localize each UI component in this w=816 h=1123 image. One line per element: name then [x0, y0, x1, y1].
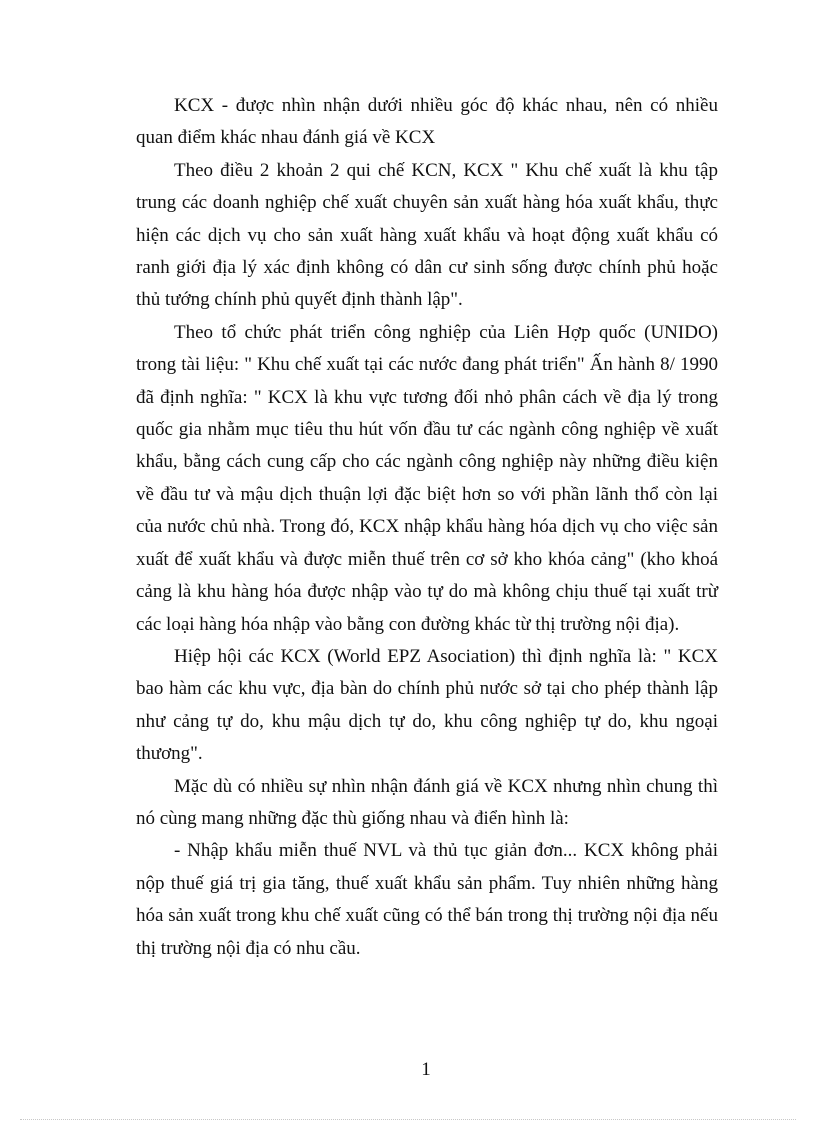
paragraph-common-characteristics: Mặc dù có nhiều sự nhìn nhận đánh giá về KCX nhưng nhìn chung thì nó cùng mang những đặc thù giống nhau và điển hình là: [136, 775, 718, 829]
page-bottom-divider [20, 1119, 796, 1120]
paragraph-kcx-perspectives: KCX - được nhìn nhận dưới nhiều góc độ khác nhau, nên có nhiều quan điểm khác nhau đánh giá về KCX [136, 95, 718, 149]
paragraph-tax-exemption: - Nhập khẩu miễn thuế NVL và thủ tục giản đơn... KCX không phải nộp thuế giá trị gia tăng, thuế xuất khẩu sản phẩm. Tuy nhiên những hàng hóa sản xuất trong khu chế xuất cũng có thể bán trong thị trường nội địa nếu thị trường nội địa có nhu cầu. [136, 840, 718, 959]
paragraph-regulation-definition: Theo điều 2 khoản 2 qui chế KCN, KCX " Khu chế xuất là khu tập trung các doanh nghiệp chế xuất chuyên sản xuất hàng hóa xuất khẩu, thực hiện các dịch vụ cho sản xuất hàng xuất khẩu và hoạt động xuất khẩu có ranh giới địa lý xác định không có dân cư sinh sống được chính phủ hoặc thủ tướng chính phủ quyết định thành lập". [136, 159, 718, 311]
page-number: 1 [421, 1059, 431, 1080]
document-body [136, 90, 718, 965]
paragraph-epz-association-definition: Hiệp hội các KCX (World EPZ Asociation) thì định nghĩa là: " KCX bao hàm các khu vực, địa bàn do chính phủ nước sở tại cho phép thành lập như cảng tự do, khu mậu dịch tự do, khu công nghiệp tự do, khu ngoại thương". [136, 645, 718, 765]
paragraph-unido-definition: Theo tổ chức phát triển công nghiệp của Liên Hợp quốc (UNIDO) trong tài liệu: " Khu chế xuất tại các nước đang phát triển" Ấn hành 8/ 1990 đã định nghĩa: " KCX là khu vực tương đối nhỏ phân cách về địa lý trong quốc gia nhằm mục tiêu thu hút vốn đầu tư các ngành công nghiệp về xuất khẩu, bằng cách cung cấp cho các ngành công nghiệp này những điều kiện về đầu tư và mậu dịch thuận lợi đặc biệt hơn so với phần lãnh thổ còn lại của nước chủ nhà. Trong đó, KCX nhập khẩu hàng hóa dịch vụ cho việc sản xuất để xuất khẩu và được miễn thuế trên cơ sở kho khóa cảng" (kho khoá cảng là khu hàng hóa được nhập vào tự do mà không chịu thuế tại xuất trừ các loại hàng hóa nhập vào bằng con đường khác từ thị trường nội địa). [136, 321, 718, 635]
